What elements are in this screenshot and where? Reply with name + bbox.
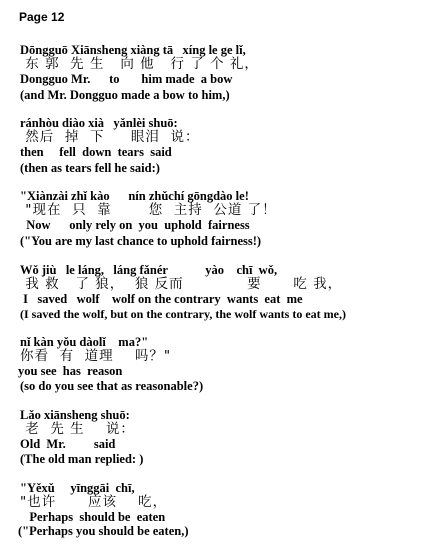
hanzi-line: "现在 只 靠 您 主持 公道 了！ xyxy=(20,202,277,218)
hanzi-line: 我 救 了 狼， 狼 反而 要 吃 我， xyxy=(20,276,343,292)
hanzi-line: 东 郭 先 生 向 他 行 了 个 礼， xyxy=(20,56,259,72)
pinyin-line: Lǎo xiānsheng shuō: xyxy=(20,408,130,422)
translation-line: (then as tears fell he said:) xyxy=(20,161,160,175)
gloss-line: Now only rely on you uphold fairness xyxy=(20,218,250,232)
translation-line: (I saved the wolf, but on the contrary, the wolf wants to eat me,) xyxy=(20,307,346,321)
gloss-line: Old Mr. said xyxy=(20,437,116,451)
pinyin-line: nǐ kàn yǒu dàolǐ ma?" xyxy=(20,335,149,349)
pinyin-line: Wǒ jiù le láng, láng fǎnér yào chī wǒ, xyxy=(20,263,278,277)
gloss-line: then fell down tears said xyxy=(20,145,172,159)
translation-line: (so do you see that as reasonable?) xyxy=(20,379,204,393)
pinyin-line: Dōngguō Xiānsheng xiàng tā xíng le ge lǐ, xyxy=(20,43,246,57)
gloss-line: you see has reason xyxy=(18,364,123,378)
translation-line: (and Mr. Dongguo made a bow to him,) xyxy=(20,88,230,102)
pinyin-line: "Yěxǔ yīnggāi chī, xyxy=(20,481,135,495)
hanzi-line: "也许 应该 吃， xyxy=(20,494,168,510)
gloss-line: Perhaps should be eaten xyxy=(20,510,166,524)
translation-line: ("You are my last chance to uphold fairness!) xyxy=(20,234,262,248)
pinyin-line: ránhòu diào xià yǎnlèi shuō: xyxy=(20,116,178,130)
gloss-line: Dongguo Mr. to him made a bow xyxy=(20,72,233,86)
pinyin-line: "Xiànzài zhǐ kào nín zhǔchí gōngdào le! xyxy=(20,189,249,203)
hanzi-line: 然后 掉 下 眼泪 说： xyxy=(20,129,200,145)
hanzi-line: 老 先 生 说： xyxy=(20,421,135,437)
translation-line: (The old man replied: ) xyxy=(20,452,144,466)
gloss-line: I saved wolf wolf on the contrary wants eat me xyxy=(20,292,303,306)
translation-line: ("Perhaps you should be eaten,) xyxy=(18,524,189,538)
page-title: Page 12 xyxy=(19,10,65,24)
hanzi-line: 你看 有 道理 吗？" xyxy=(20,348,172,364)
